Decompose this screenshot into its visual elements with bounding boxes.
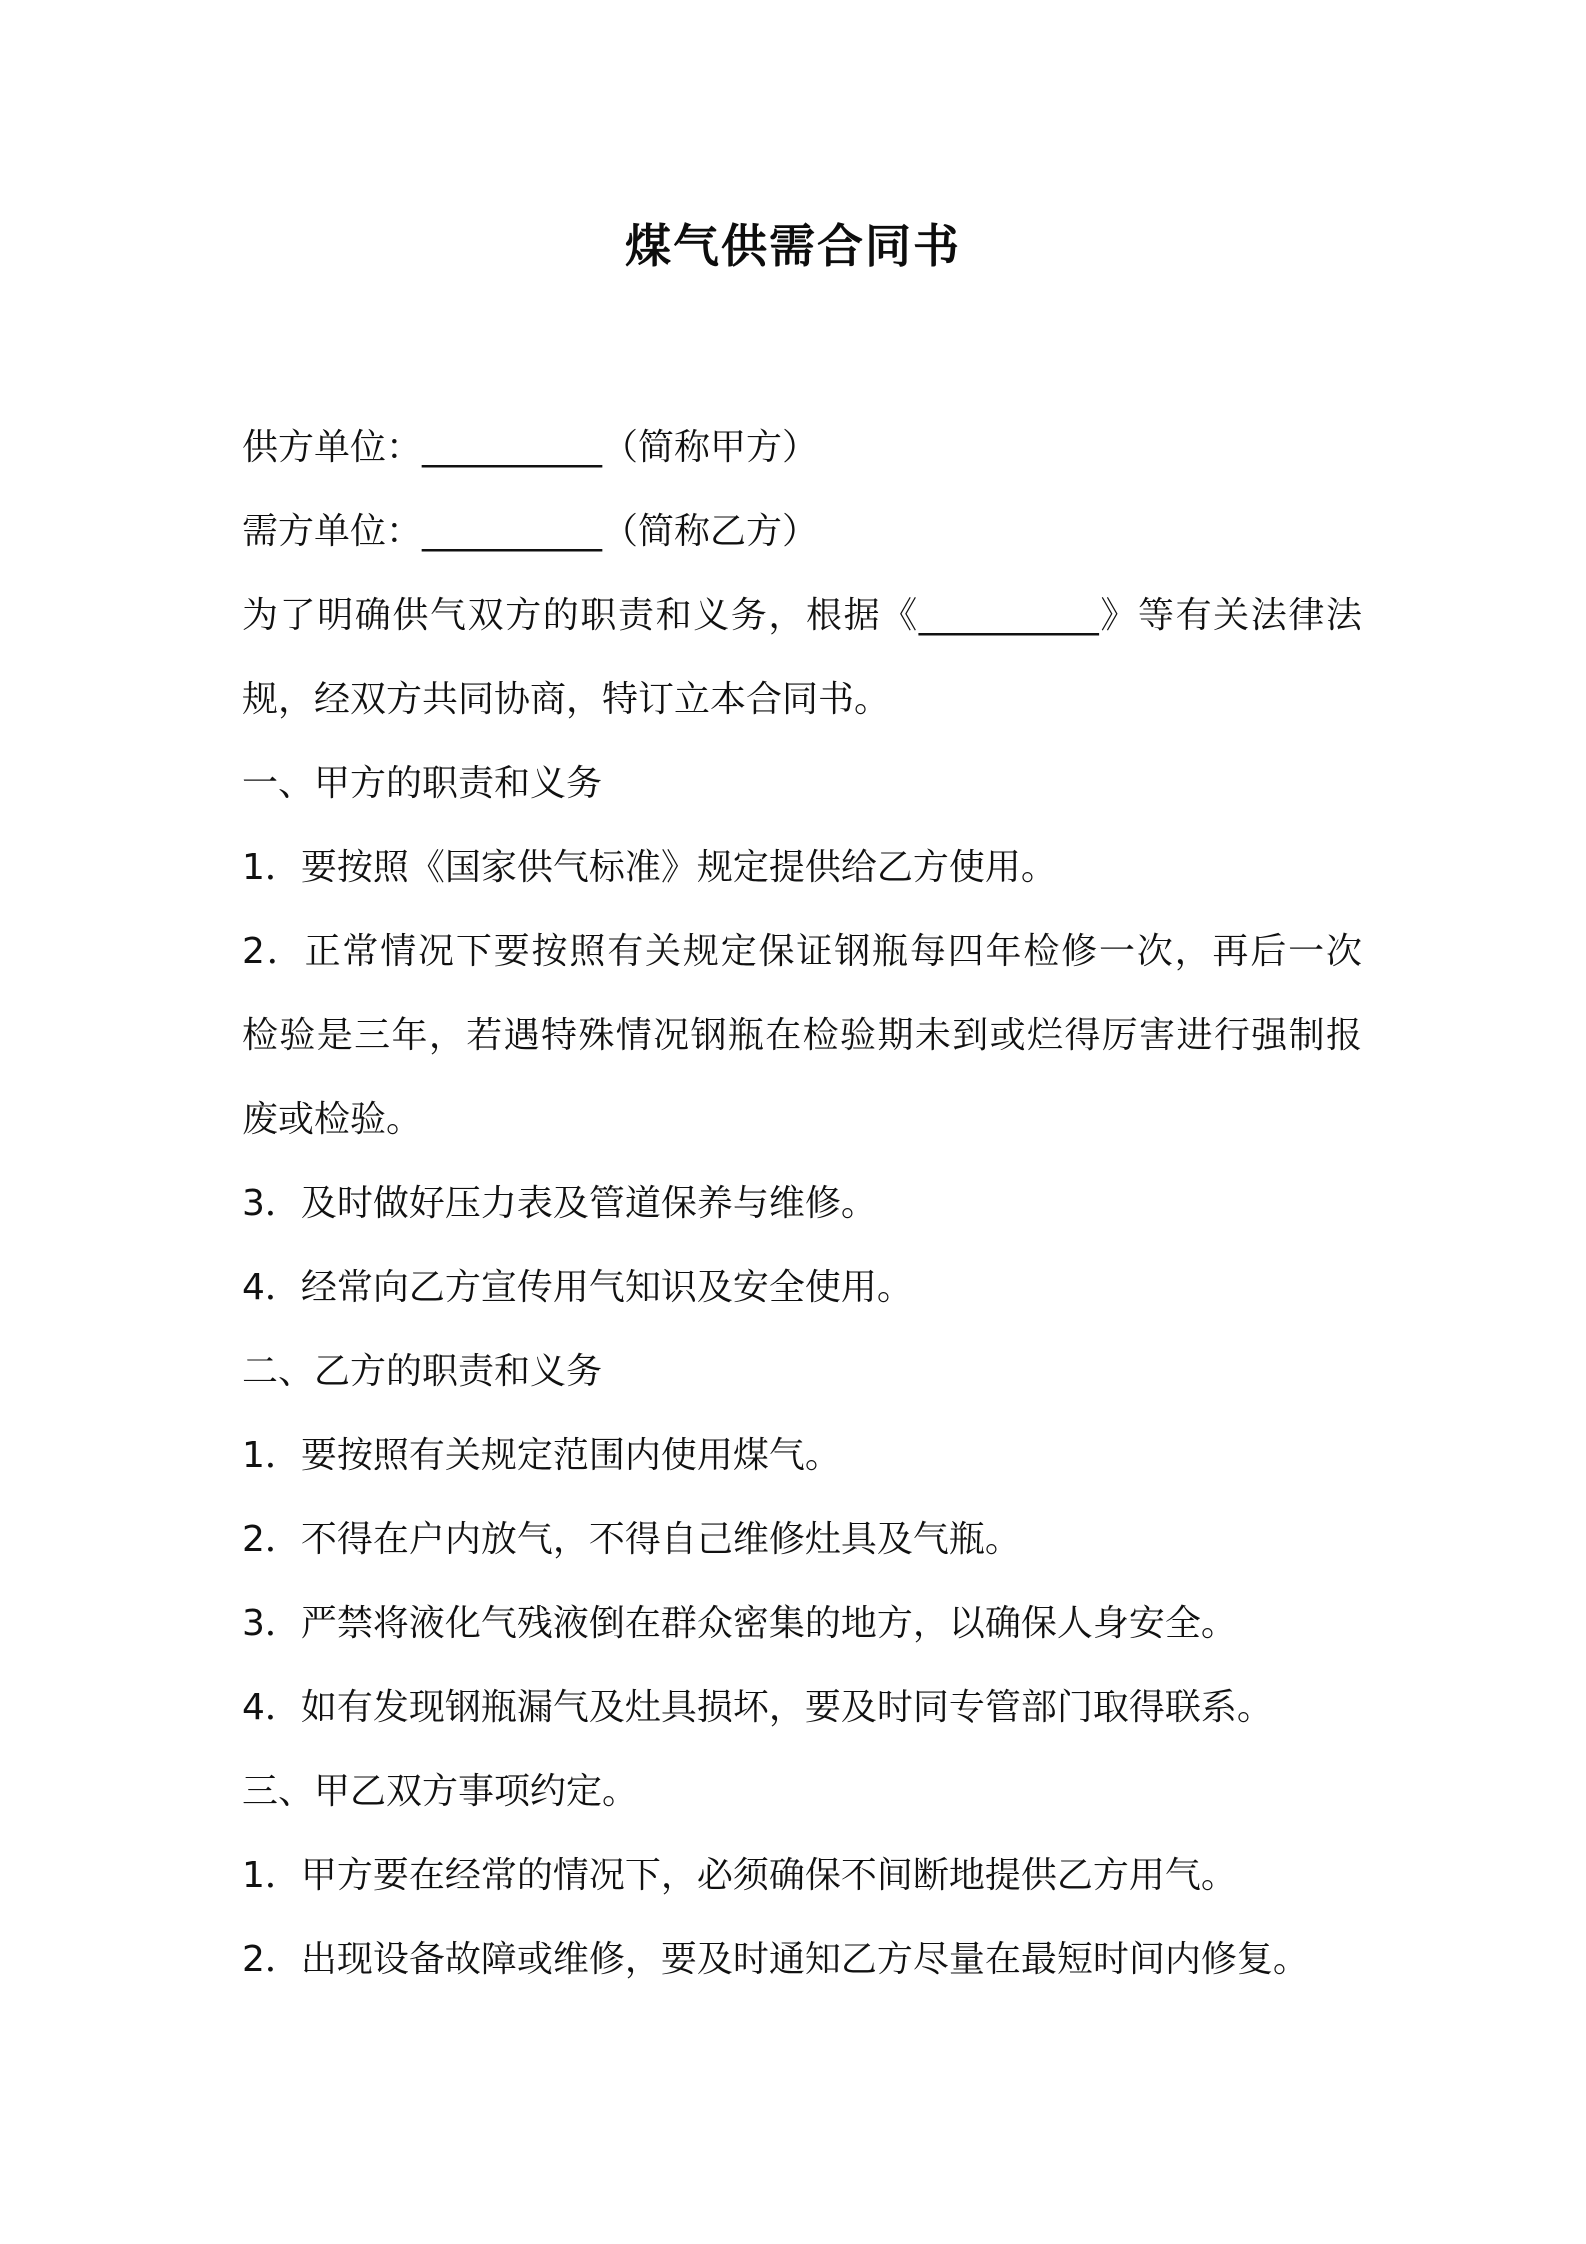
party-b-item-3: 3．严禁将液化气残液倒在群众密集的地方，以确保人身安全。 — [242, 1603, 1237, 1644]
party-a-item-1: 1．要按照《国家供气标准》规定提供给乙方使用。 — [242, 847, 1057, 888]
party-a-item-3: 3．及时做好压力表及管道保养与维修。 — [242, 1183, 877, 1224]
section-heading-party-b: 二、乙方的职责和义务 — [242, 1351, 603, 1392]
party-a-item-2-line-2: 检验是三年，若遇特殊情况钢瓶在检验期未到或烂得厉害进行强制报 — [242, 1015, 1362, 1056]
party-b-item-2: 2．不得在户内放气，不得自己维修灶具及气瓶。 — [242, 1519, 1021, 1560]
mutual-item-2: 2．出现设备故障或维修，要及时通知乙方尽量在最短时间内修复。 — [242, 1939, 1309, 1980]
preamble-line-1: 为了明确供气双方的职责和义务，根据《__________》等有关法律法 — [242, 595, 1362, 636]
supplier-line: 供方单位：__________（简称甲方） — [242, 427, 819, 468]
party-b-item-1: 1．要按照有关规定范围内使用煤气。 — [242, 1435, 841, 1476]
document-body — [242, 406, 1362, 2002]
party-a-item-2-line-3: 废或检验。 — [242, 1099, 423, 1140]
buyer-line: 需方单位：__________（简称乙方） — [242, 511, 819, 552]
party-a-item-4: 4．经常向乙方宣传用气知识及安全使用。 — [242, 1267, 913, 1308]
document-title: 煤气供需合同书 — [625, 219, 961, 273]
party-b-item-4: 4．如有发现钢瓶漏气及灶具损坏，要及时同专管部门取得联系。 — [242, 1687, 1273, 1728]
preamble-line-2: 规，经双方共同协商，特订立本合同书。 — [242, 679, 891, 720]
section-heading-party-a: 一、甲方的职责和义务 — [242, 763, 603, 804]
mutual-item-1: 1．甲方要在经常的情况下，必须确保不间断地提供乙方用气。 — [242, 1855, 1237, 1896]
section-heading-mutual: 三、甲乙双方事项约定。 — [242, 1771, 639, 1812]
party-a-item-2-line-1: 2．正常情况下要按照有关规定保证钢瓶每四年检修一次，再后一次 — [242, 931, 1362, 972]
